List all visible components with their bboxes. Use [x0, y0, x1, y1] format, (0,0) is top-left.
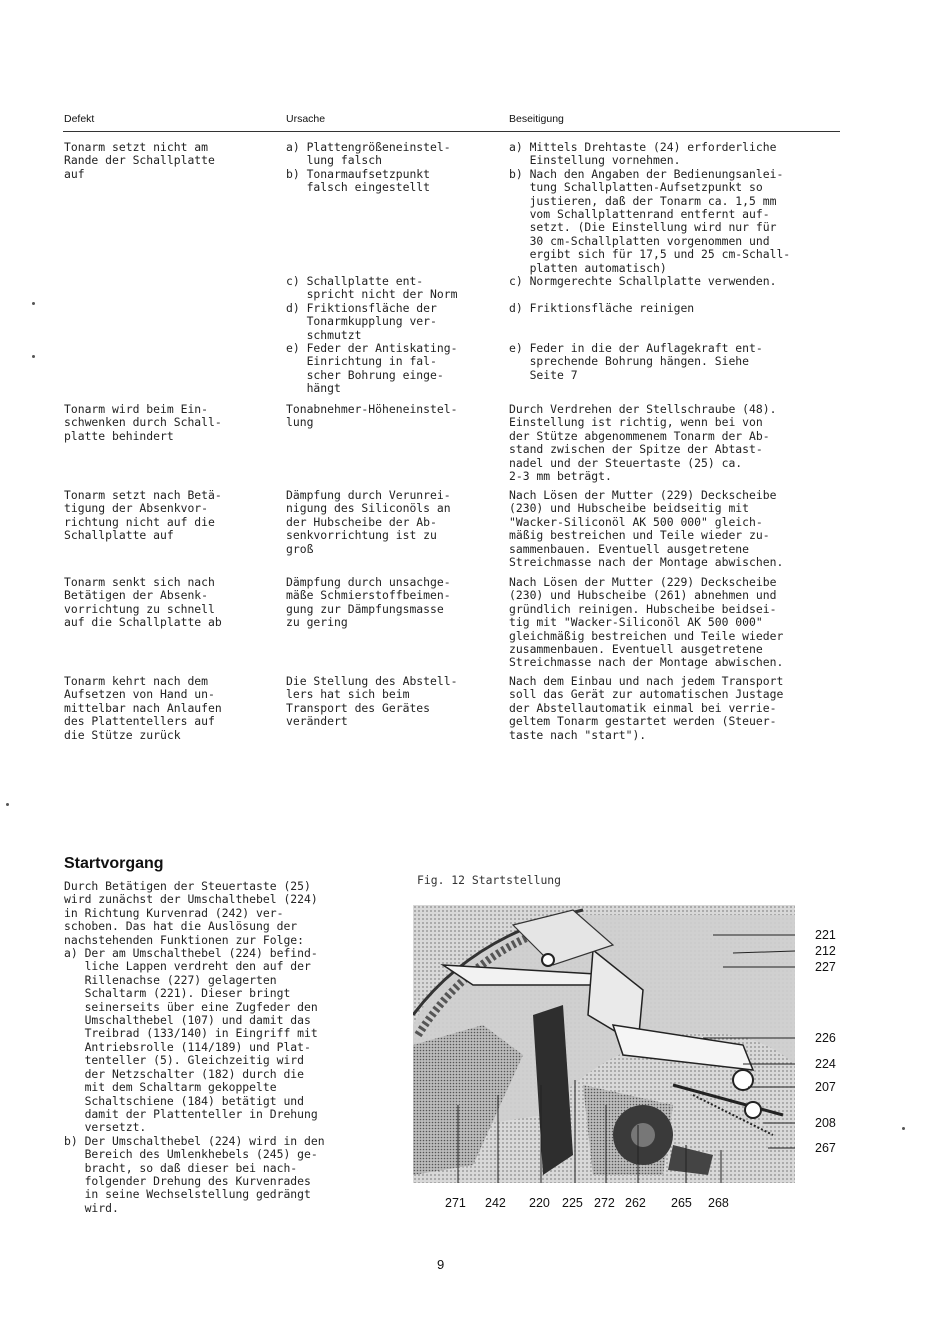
callout-268: 268: [708, 1196, 729, 1210]
figure-caption: Fig. 12 Startstellung: [417, 873, 562, 887]
row2-beseitigung: Durch Verdrehen der Stellschraube (48). Einstellung ist richtig, wenn bei von der Stütze abgenommenem Tonarm der Ab- stand zwischen der Spitze der Abtast- nadel und der Steuertaste (25) ca. 2-3 mm beträgt.: [509, 402, 777, 484]
row1-beseitigung-c: c) Normgerechte Schallplatte verwenden.: [509, 274, 777, 288]
scan-speck: [32, 302, 35, 305]
row1-beseitigung: a) Mittels Drehtaste (24) erforderliche Einstellung vornehmen. b) Nach den Angaben der Bedienungsanlei- tung Schallplatten-Aufsetzpunkt so justieren, daß der Tonarm ca. 1,5 mm vom Schallplattenrand entfernt auf- setzt. (Die Einstellung wird nur für 30 cm-Schallplatten vorgenommen und ergibt sich für 17,5 und 25 cm-Schall- platten automatisch): [509, 140, 791, 275]
row3-ursache: Dämpfung durch Verunrei- nigung des Siliconöls an der Hubscheibe der Ab- senkvorrichtung ist zu groß: [286, 488, 451, 556]
callout-224: 224: [815, 1057, 836, 1071]
row5-beseitigung: Nach dem Einbau und nach jedem Transport soll das Gerät zur automatischen Justage der Abstellautomatik einmal bei verrie- geltem Tonarm gestartet werden (Steuer- taste nach "start").: [509, 674, 784, 742]
row1-beseitigung-d: d) Friktionsfläche reinigen: [509, 301, 695, 315]
row1-ursache-cde: c) Schallplatte ent- spricht nicht der Norm d) Friktionsfläche der Tonarmkupplung ver- schmutzt e) Feder der Antiskating- Einrichtung in fal- scher Bohrung einge- hängt: [286, 274, 458, 396]
row1-defekt: Tonarm setzt nicht am Rande der Schallplatte auf: [64, 140, 215, 181]
callout-220: 220: [529, 1196, 550, 1210]
page-number: 9: [437, 1257, 445, 1272]
section-body: Durch Betätigen der Steuertaste (25) wird zunächst der Umschalthebel (224) in Richtung Kurvenrad (242) ver- schoben. Das hat die Auslösung der nachstehenden Funktionen zur Folge: a) Der am Umschalthebel (224) befind- liche Lappen verdreht den auf der Rillenachse (227) gelagerten Schaltarm (221). Dieser bringt seinerseits über eine Zugfeder den Umschalthebel (107) und damit das Treibrad (133/140) in Eingriff mit Antriebsrolle (114/189) und Plat- tenteller (5). Gleichzeitig wird der Netzschalter (182) durch die mit dem Schaltarm gekoppelte Schaltschiene (184) betätigt und damit der Plattenteller in Drehung versetzt. b) Der Umschalthebel (224) wird in den Bereich des Umlenkhebels (245) ge- bracht, so daß dieser bei nach- folgender Drehung des Kurvenrades in seine Wechselstellung gedrängt wird.: [64, 879, 325, 1215]
row2-ursache: Tonabnehmer-Höheneinstel- lung: [286, 402, 458, 430]
row4-beseitigung: Nach Lösen der Mutter (229) Deckscheibe (230) und Hubscheibe (261) abnehmen und gründlich reinigen. Hubscheibe beidsei- tig mit "Wacker-Siliconöl AK 500 000" gleichmäßig bestreichen und Teile wieder zusammenbauen. Eventuell ausgetretene Streichmasse nach der Montage abwischen.: [509, 575, 784, 670]
row4-defekt: Tonarm senkt sich nach Betätigen der Absenk- vorrichtung zu schnell auf die Schallplatte ab: [64, 575, 222, 630]
callout-212: 212: [815, 944, 836, 958]
scan-speck: [32, 355, 35, 358]
row3-defekt: Tonarm setzt nach Betä- tigung der Absenkvor- richtung nicht auf die Schallplatte auf: [64, 488, 222, 543]
callout-267: 267: [815, 1141, 836, 1155]
section-title: Startvorgang: [64, 855, 164, 872]
callout-227: 227: [815, 960, 836, 974]
callout-265: 265: [671, 1196, 692, 1210]
callout-271: 271: [445, 1196, 466, 1210]
callout-208: 208: [815, 1116, 836, 1130]
figure-illustration: [413, 905, 795, 1183]
callout-262: 262: [625, 1196, 646, 1210]
row5-ursache: Die Stellung des Abstell- lers hat sich beim Transport des Gerätes verändert: [286, 674, 458, 729]
callout-226: 226: [815, 1031, 836, 1045]
callout-225: 225: [562, 1196, 583, 1210]
row4-ursache: Dämpfung durch unsachge- mäße Schmierstoffbeimen- gung zur Dämpfungsmasse zu gering: [286, 575, 451, 630]
row3-beseitigung: Nach Lösen der Mutter (229) Deckscheibe (230) und Hubscheibe beidseitig mit "Wacker-Siliconöl AK 500 000" gleich- mäßig bestreichen und Teile wieder zu- sammenbauen. Eventuell ausgetretene Streichmasse nach der Montage abwischen.: [509, 488, 784, 570]
callout-272: 272: [594, 1196, 615, 1210]
scan-speck: [902, 1127, 905, 1130]
row1-beseitigung-e: e) Feder in die der Auflagekraft ent- sprechende Bohrung hängen. Siehe Seite 7: [509, 341, 763, 382]
callout-207: 207: [815, 1080, 836, 1094]
header-ursache: Ursache: [286, 113, 326, 125]
header-defekt: Defekt: [64, 113, 95, 125]
row5-defekt: Tonarm kehrt nach dem Aufsetzen von Hand un- mittelbar nach Anlaufen des Plattentellers auf die Stütze zurück: [64, 674, 222, 742]
callout-221: 221: [815, 928, 836, 942]
row2-defekt: Tonarm wird beim Ein- schwenken durch Schall- platte behindert: [64, 402, 222, 443]
scan-speck: [6, 803, 9, 806]
header-rule: [63, 131, 840, 132]
callout-242: 242: [485, 1196, 506, 1210]
row1-ursache: a) Plattengrößeneinstel- lung falsch b) Tonarmaufsetzpunkt falsch eingestellt: [286, 140, 451, 195]
header-beseitigung: Beseitigung: [509, 113, 564, 125]
